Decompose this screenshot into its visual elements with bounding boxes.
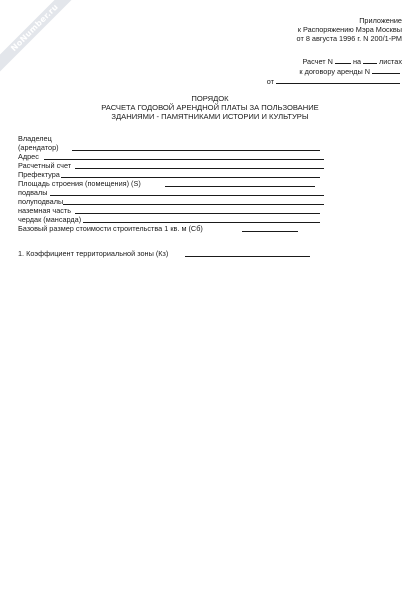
prefecture-label: Префектура (18, 170, 60, 179)
calc-sheets-field[interactable] (363, 56, 377, 64)
zone-coefficient-label: 1. Коэффициент территориальной зоны (Кз) (18, 249, 169, 258)
watermark: NoNumber.ru (0, 0, 85, 78)
semi-basements-field[interactable] (63, 204, 324, 205)
calc-sheets-label: листах (379, 57, 402, 66)
area-field[interactable] (165, 186, 315, 187)
base-cost-label: Базовый размер стоимости строительства 1 кв. м (Сб) (18, 224, 203, 233)
decree-reference: к Распоряжению Мэра Москвы (297, 25, 402, 34)
zone-coefficient-field[interactable] (185, 256, 310, 257)
calc-number-label: Расчет N (302, 57, 333, 66)
page-title: ПОРЯДОК (191, 94, 229, 103)
calc-number-field[interactable] (335, 56, 351, 64)
area-label: Площадь строения (помещения) (S) (18, 179, 141, 188)
basements-field[interactable] (50, 195, 324, 196)
contract-date-field[interactable] (276, 76, 400, 84)
contract-label: к договору аренды N (299, 67, 370, 76)
calc-number-line (302, 56, 402, 65)
semi-basements-label: полуподвалы (18, 197, 64, 206)
owner-label: Владелец (18, 134, 52, 143)
contract-number-field[interactable] (372, 66, 400, 74)
calc-on-label: на (352, 57, 362, 66)
account-label: Расчетный счет (18, 161, 72, 170)
base-cost-field[interactable] (242, 231, 298, 232)
title-line-3: ЗДАНИЯМИ - ПАМЯТНИКАМИ ИСТОРИИ И КУЛЬТУРЫ (111, 112, 309, 121)
attic-label: чердак (мансарда) (18, 215, 82, 224)
above-ground-label: наземная часть (18, 206, 72, 215)
from-line (267, 76, 402, 85)
tenant-label: (арендатор) (18, 143, 59, 152)
attic-field[interactable] (83, 222, 320, 223)
from-label: от (266, 77, 274, 86)
decree-date: от 8 августа 1996 г. N 200/1-РМ (296, 34, 402, 43)
contract-line (299, 66, 402, 75)
address-label: Адрес (18, 152, 39, 161)
appendix-label: Приложение (359, 16, 402, 25)
prefecture-field[interactable] (61, 177, 320, 178)
account-field[interactable] (75, 168, 324, 169)
address-field[interactable] (44, 159, 324, 160)
owner-field[interactable] (72, 150, 320, 151)
above-ground-field[interactable] (75, 213, 320, 214)
title-line-2: РАСЧЕТА ГОДОВОЙ АРЕНДНОЙ ПЛАТЫ ЗА ПОЛЬЗОВАНИЕ (101, 103, 319, 112)
basements-label: подвалы (18, 188, 48, 197)
